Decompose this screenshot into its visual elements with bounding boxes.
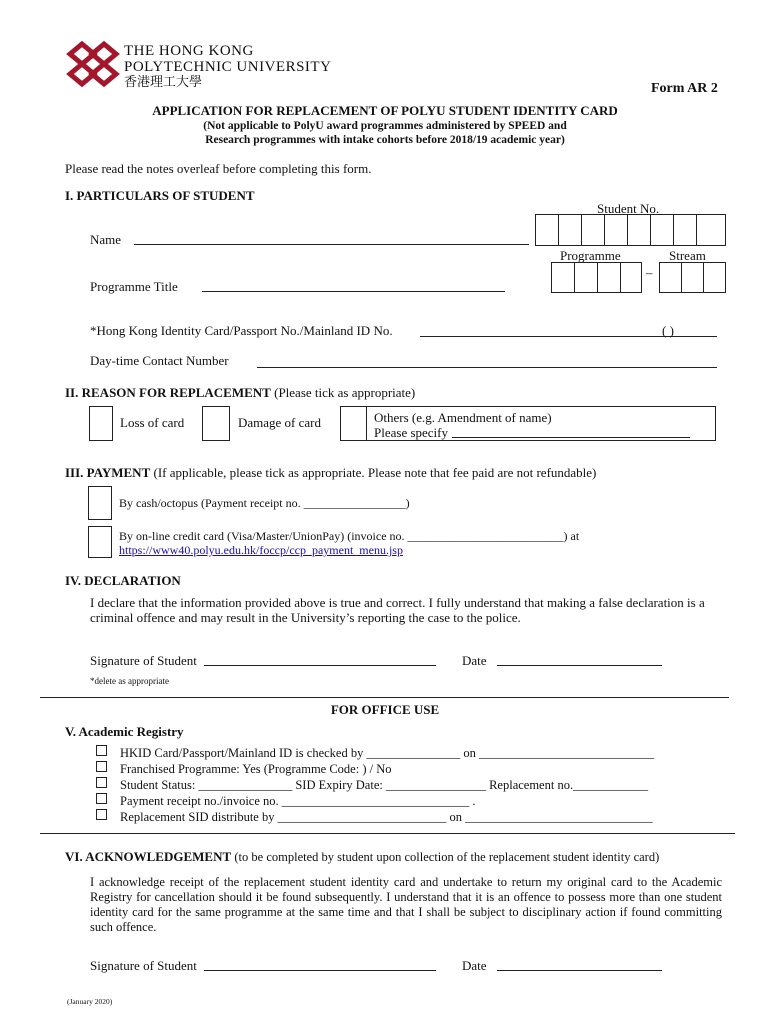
programme-title-field[interactable] xyxy=(202,291,505,292)
office-item-3: Student Status: _______________ SID Expiry Date: ________________ Replacement no.____________ xyxy=(120,778,649,792)
university-name-en-2: POLYTECHNIC UNIVERSITY xyxy=(124,59,332,75)
section2-note: (Please tick as appropriate) xyxy=(274,385,416,400)
section1-heading: I. PARTICULARS OF STUDENT xyxy=(65,188,255,203)
university-name-en-1: THE HONG KONG xyxy=(124,43,254,59)
form-subtitle-2: Research programmes with intake cohorts before 2018/19 academic year) xyxy=(205,134,565,146)
date-field-1[interactable] xyxy=(497,665,662,666)
date-label-2: Date xyxy=(462,958,487,973)
section2-heading: II. REASON FOR REPLACEMENT xyxy=(65,385,271,400)
office-item-1: HKID Card/Passport/Mainland ID is checked by _______________ on ____________________________ xyxy=(120,746,654,760)
section2-heading-row xyxy=(65,386,415,399)
name-field[interactable] xyxy=(134,244,529,245)
signature-label-2: Signature of Student xyxy=(90,958,197,973)
section5-heading: V. Academic Registry xyxy=(65,724,184,739)
online-checkbox[interactable] xyxy=(88,526,112,558)
stream-label: Stream xyxy=(669,248,706,263)
stream-boxes[interactable] xyxy=(659,262,726,293)
student-no-label: Student No. xyxy=(597,201,660,216)
signature-field-1[interactable] xyxy=(204,665,436,666)
dash: – xyxy=(646,265,653,280)
section3-heading: III. PAYMENT xyxy=(65,465,151,480)
others-specify-field[interactable] xyxy=(452,437,690,438)
office-checkbox-3[interactable] xyxy=(96,777,107,788)
form-code: Form AR 2 xyxy=(651,81,718,96)
form-title: APPLICATION FOR REPLACEMENT OF POLYU STUDENT IDENTITY CARD xyxy=(152,103,618,118)
programme-label: Programme xyxy=(560,248,621,263)
payment-link[interactable]: https://www40.polyu.edu.hk/foccp/ccp_payment_menu.jsp xyxy=(119,543,403,557)
section6-heading: VI. ACKNOWLEDGEMENT xyxy=(65,849,232,864)
form-subtitle-1: (Not applicable to PolyU award programmes administered by SPEED and xyxy=(203,120,567,132)
office-checkbox-2[interactable] xyxy=(96,761,107,772)
ack-divider xyxy=(40,833,735,834)
programme-boxes[interactable] xyxy=(551,262,642,293)
polyu-logo-icon xyxy=(64,40,122,88)
university-name-zh: 香港理工大學 xyxy=(124,75,203,90)
section3-note: (If applicable, please tick as appropriate. Please note that fee paid are not refundable) xyxy=(153,465,597,480)
name-label: Name xyxy=(90,232,122,247)
office-checkbox-4[interactable] xyxy=(96,793,107,804)
office-item-2: Franchised Programme: Yes (Programme Code: ) / No xyxy=(120,762,392,776)
footer-version: (January 2020) xyxy=(67,997,113,1006)
others-label: Others (e.g. Amendment of name) xyxy=(374,410,552,425)
office-divider xyxy=(40,697,729,698)
others-checkbox[interactable] xyxy=(340,406,367,441)
office-heading: FOR OFFICE USE xyxy=(330,702,440,717)
loss-checkbox[interactable] xyxy=(89,406,113,441)
damage-checkbox[interactable] xyxy=(202,406,230,441)
date-label-1: Date xyxy=(462,653,487,668)
section3-heading-row xyxy=(65,466,596,479)
contact-field[interactable] xyxy=(257,367,717,368)
section6-note: (to be completed by student upon collection of the replacement student identity card) xyxy=(234,850,660,864)
contact-label: Day-time Contact Number xyxy=(90,353,229,368)
section4-heading: IV. DECLARATION xyxy=(65,573,181,588)
declaration-text: I declare that the information provided above is true and correct. I fully understand that making a false declaration is a criminal offence and may result in the University’s reporting the case to the police. xyxy=(90,595,705,625)
office-item-5: Replacement SID distribute by ___________________________ on ______________________________ xyxy=(120,810,653,824)
student-no-boxes[interactable] xyxy=(535,214,726,246)
hkid-label: *Hong Kong Identity Card/Passport No./Mainland ID No. xyxy=(90,323,393,338)
cash-checkbox[interactable] xyxy=(88,486,112,520)
hkid-check-digit: ( ) xyxy=(662,323,674,338)
acknowledgement-text: I acknowledge receipt of the replacement student identity card and undertake to return my original card to the Academic Registry for cancellation should it be found subsequently. I understand that it is an offence to possess more than one student identity card for the same programme at the same time and that I shall be subject to disciplinary action if found committing such offence. xyxy=(90,875,722,934)
office-item-4: Payment receipt no./invoice no. ______________________________ . xyxy=(120,794,476,808)
date-field-2[interactable] xyxy=(497,970,662,971)
others-specify-label: Please specify xyxy=(374,425,449,440)
footnote: *delete as appropriate xyxy=(90,676,169,686)
signature-field-2[interactable] xyxy=(204,970,436,971)
signature-label-1: Signature of Student xyxy=(90,653,197,668)
office-checkbox-1[interactable] xyxy=(96,745,107,756)
instruction: Please read the notes overleaf before completing this form. xyxy=(65,161,372,176)
section6-heading-row xyxy=(65,850,659,864)
online-label: By on-line credit card (Visa/Master/UnionPay) (invoice no. __________________________) at xyxy=(119,529,580,543)
damage-label: Damage of card xyxy=(238,415,322,430)
programme-title-label: Programme Title xyxy=(90,279,178,294)
loss-label: Loss of card xyxy=(120,415,185,430)
cash-label: By cash/octopus (Payment receipt no. _________________) xyxy=(119,496,410,510)
office-checkbox-5[interactable] xyxy=(96,809,107,820)
